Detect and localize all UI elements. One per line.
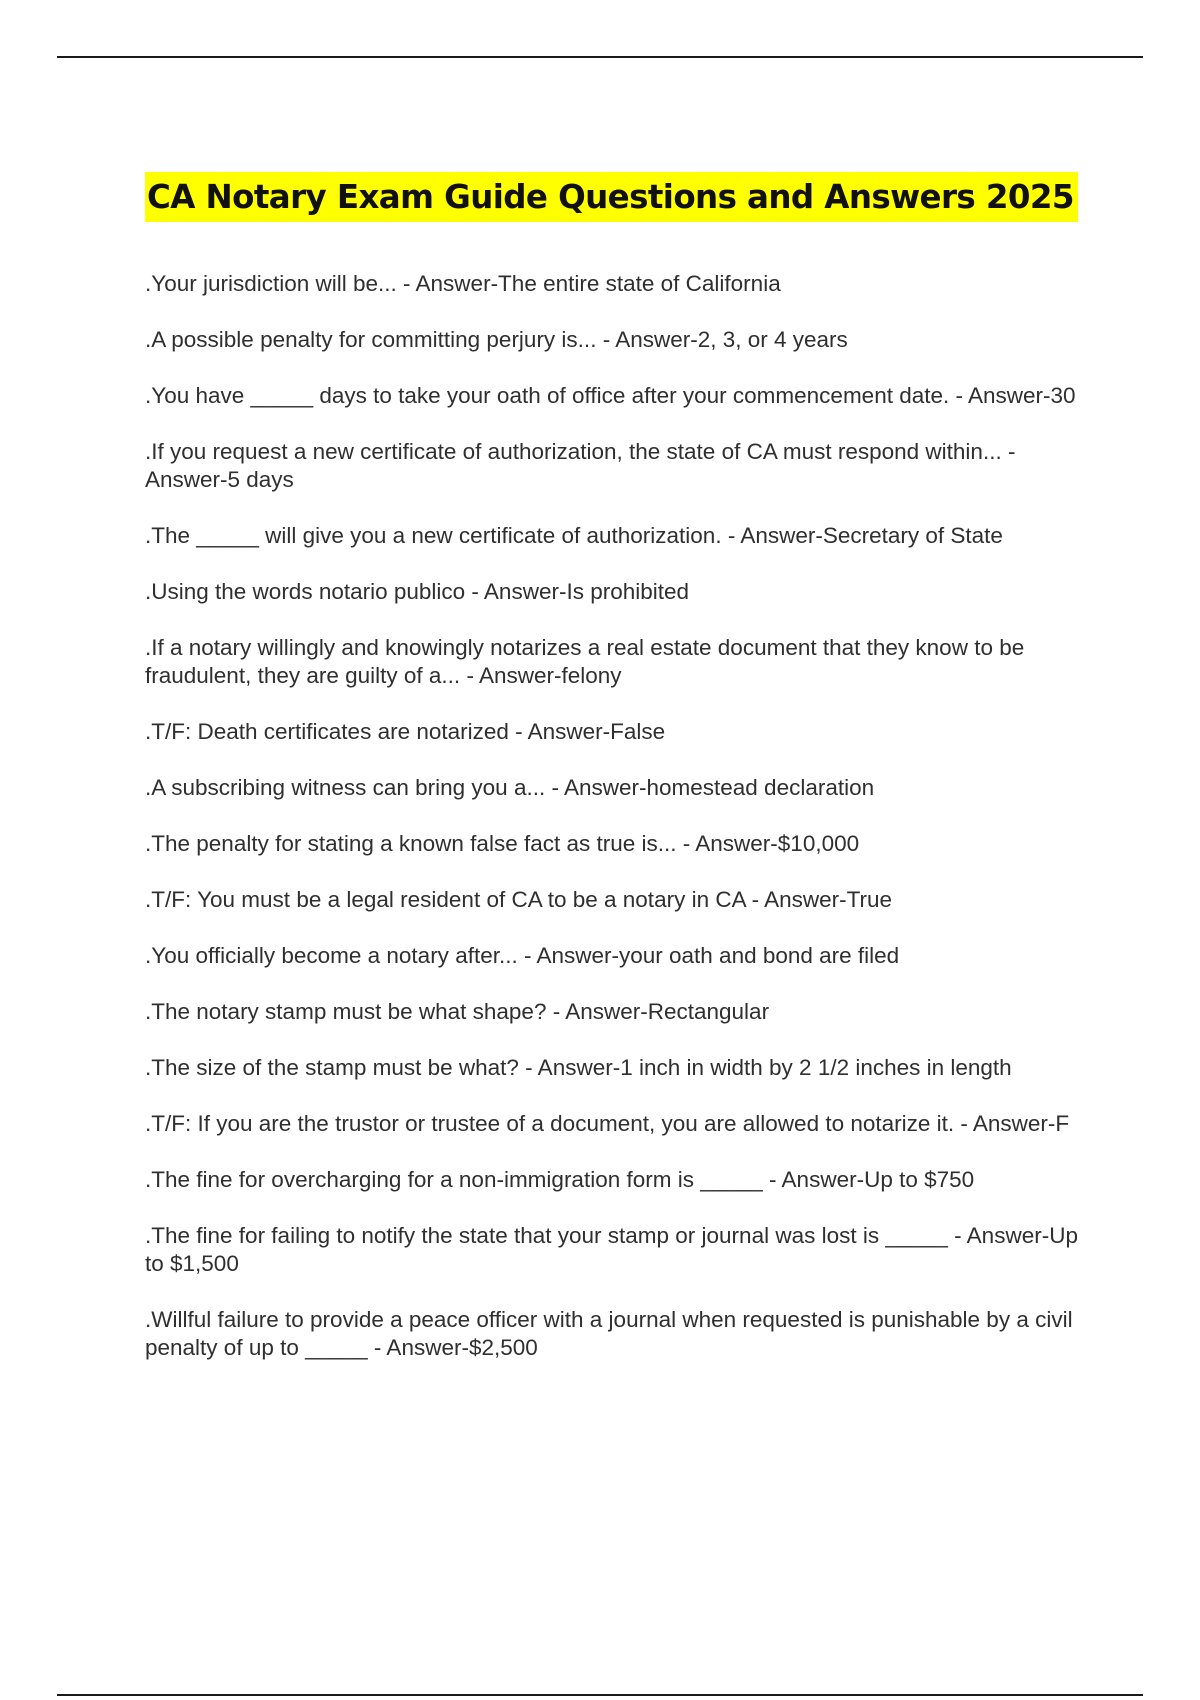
qa-item: .The size of the stamp must be what? - Answer-1 inch in width by 2 1/2 inches in length xyxy=(145,1055,1012,1080)
qa-item: .The penalty for stating a known false fact as true is... - Answer-$10,000 xyxy=(145,831,860,856)
qa-item: .T/F: If you are the trustor or trustee of a document, you are allowed to notarize it. - Answer-F xyxy=(145,1111,1070,1136)
qa-item: .Willful failure to provide a peace officer with a journal when requested is punishable by a civil penalty of up to _____ - Answer-$2,500 xyxy=(145,1307,1073,1360)
qa-item: .A subscribing witness can bring you a... - Answer-homestead declaration xyxy=(145,775,875,800)
qa-item: .If a notary willingly and knowingly notarizes a real estate document that they know to be fraudulent, they are guilty of a... - Answer-felony xyxy=(145,635,1025,688)
title-highlight xyxy=(145,172,1078,222)
qa-item: .A possible penalty for committing perjury is... - Answer-2, 3, or 4 years xyxy=(145,327,848,352)
top-rule xyxy=(57,56,1143,58)
bottom-rule xyxy=(57,1694,1143,1696)
qa-item: .The _____ will give you a new certificate of authorization. - Answer-Secretary of State xyxy=(145,523,1003,548)
qa-item: .T/F: Death certificates are notarized - Answer-False xyxy=(145,719,666,744)
qa-item: .You officially become a notary after... - Answer-your oath and bond are filed xyxy=(145,943,900,968)
qa-item: .You have _____ days to take your oath of office after your commencement date. - Answer-30 xyxy=(145,383,1076,408)
qa-item: .If you request a new certificate of authorization, the state of CA must respond within... - Answer-5 days xyxy=(145,439,1016,492)
qa-list xyxy=(145,270,1090,1390)
document-title: CA Notary Exam Guide Questions and Answers 2025 xyxy=(147,178,1074,216)
qa-item: .The fine for failing to notify the state that your stamp or journal was lost is _____ - Answer-Up to $1,500 xyxy=(145,1223,1078,1276)
qa-item: .The fine for overcharging for a non-immigration form is _____ - Answer-Up to $750 xyxy=(145,1167,975,1192)
qa-item: .Your jurisdiction will be... - Answer-The entire state of California xyxy=(145,271,781,296)
qa-item: .The notary stamp must be what shape? - Answer-Rectangular xyxy=(145,999,770,1024)
qa-item: .Using the words notario publico - Answer-Is prohibited xyxy=(145,579,690,604)
qa-item: .T/F: You must be a legal resident of CA to be a notary in CA - Answer-True xyxy=(145,887,893,912)
